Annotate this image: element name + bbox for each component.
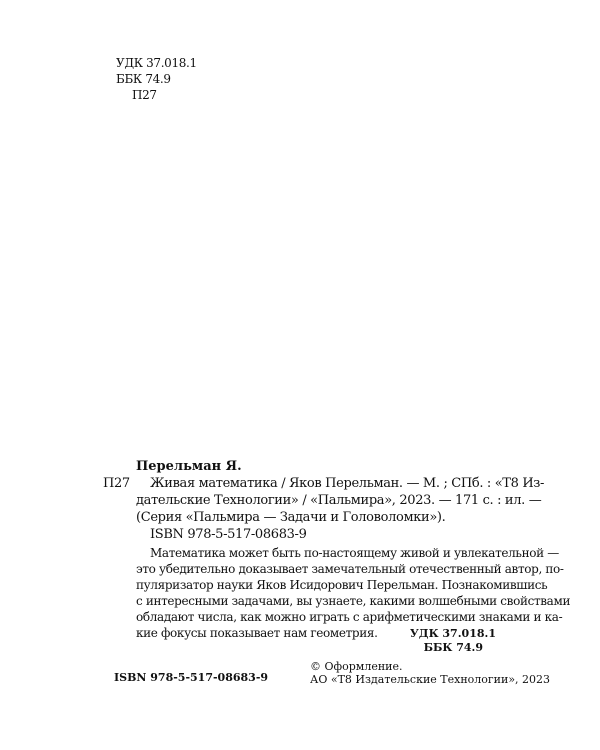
- record-line-3: (Серия «Пальмира — Задачи и Головоломки»).: [136, 510, 446, 525]
- author-sign: П27: [103, 476, 130, 491]
- bbk-code-top: ББК 74.9: [116, 72, 171, 86]
- isbn-line: ISBN 978-5-517-08683-9: [150, 527, 307, 542]
- annotation-line-5: обладают числа, как можно играть с арифметическими знаками и ка-: [136, 610, 563, 624]
- copyright-line-1: © Оформление.: [310, 660, 403, 673]
- author-heading: Перельман Я.: [136, 459, 242, 474]
- copyright-line-2: АО «Т8 Издательские Технологии», 2023: [310, 673, 551, 686]
- annotation-line-4: с интересными задачами, вы узнаете, какими волшебными свойствами: [136, 594, 571, 608]
- udk-code-top: УДК 37.018.1: [116, 56, 197, 70]
- annotation-line-3: пуляризатор науки Яков Исидорович Перельман. Познакомившись: [136, 578, 548, 592]
- footer-isbn: ISBN 978-5-517-08683-9: [114, 671, 269, 684]
- annotation-line-2: это убедительно доказывает замечательный отечественный автор, по-: [136, 562, 564, 576]
- annotation-line-6: кие фокусы показывает нам геометрия.: [136, 626, 378, 640]
- author-sign-top: П27: [132, 88, 157, 102]
- annotation-line-1: Математика может быть по-настоящему живой и увлекательной —: [150, 546, 559, 560]
- bbk-code-bottom: ББК 74.9: [423, 641, 483, 654]
- udk-code-bottom: УДК 37.018.1: [409, 627, 496, 640]
- record-line-2: дательские Технологии» / «Пальмира», 2023. — 171 с. : ил. —: [136, 493, 542, 508]
- record-line-1: Живая математика / Яков Перельман. — М. ; СПб. : «Т8 Из-: [150, 476, 545, 491]
